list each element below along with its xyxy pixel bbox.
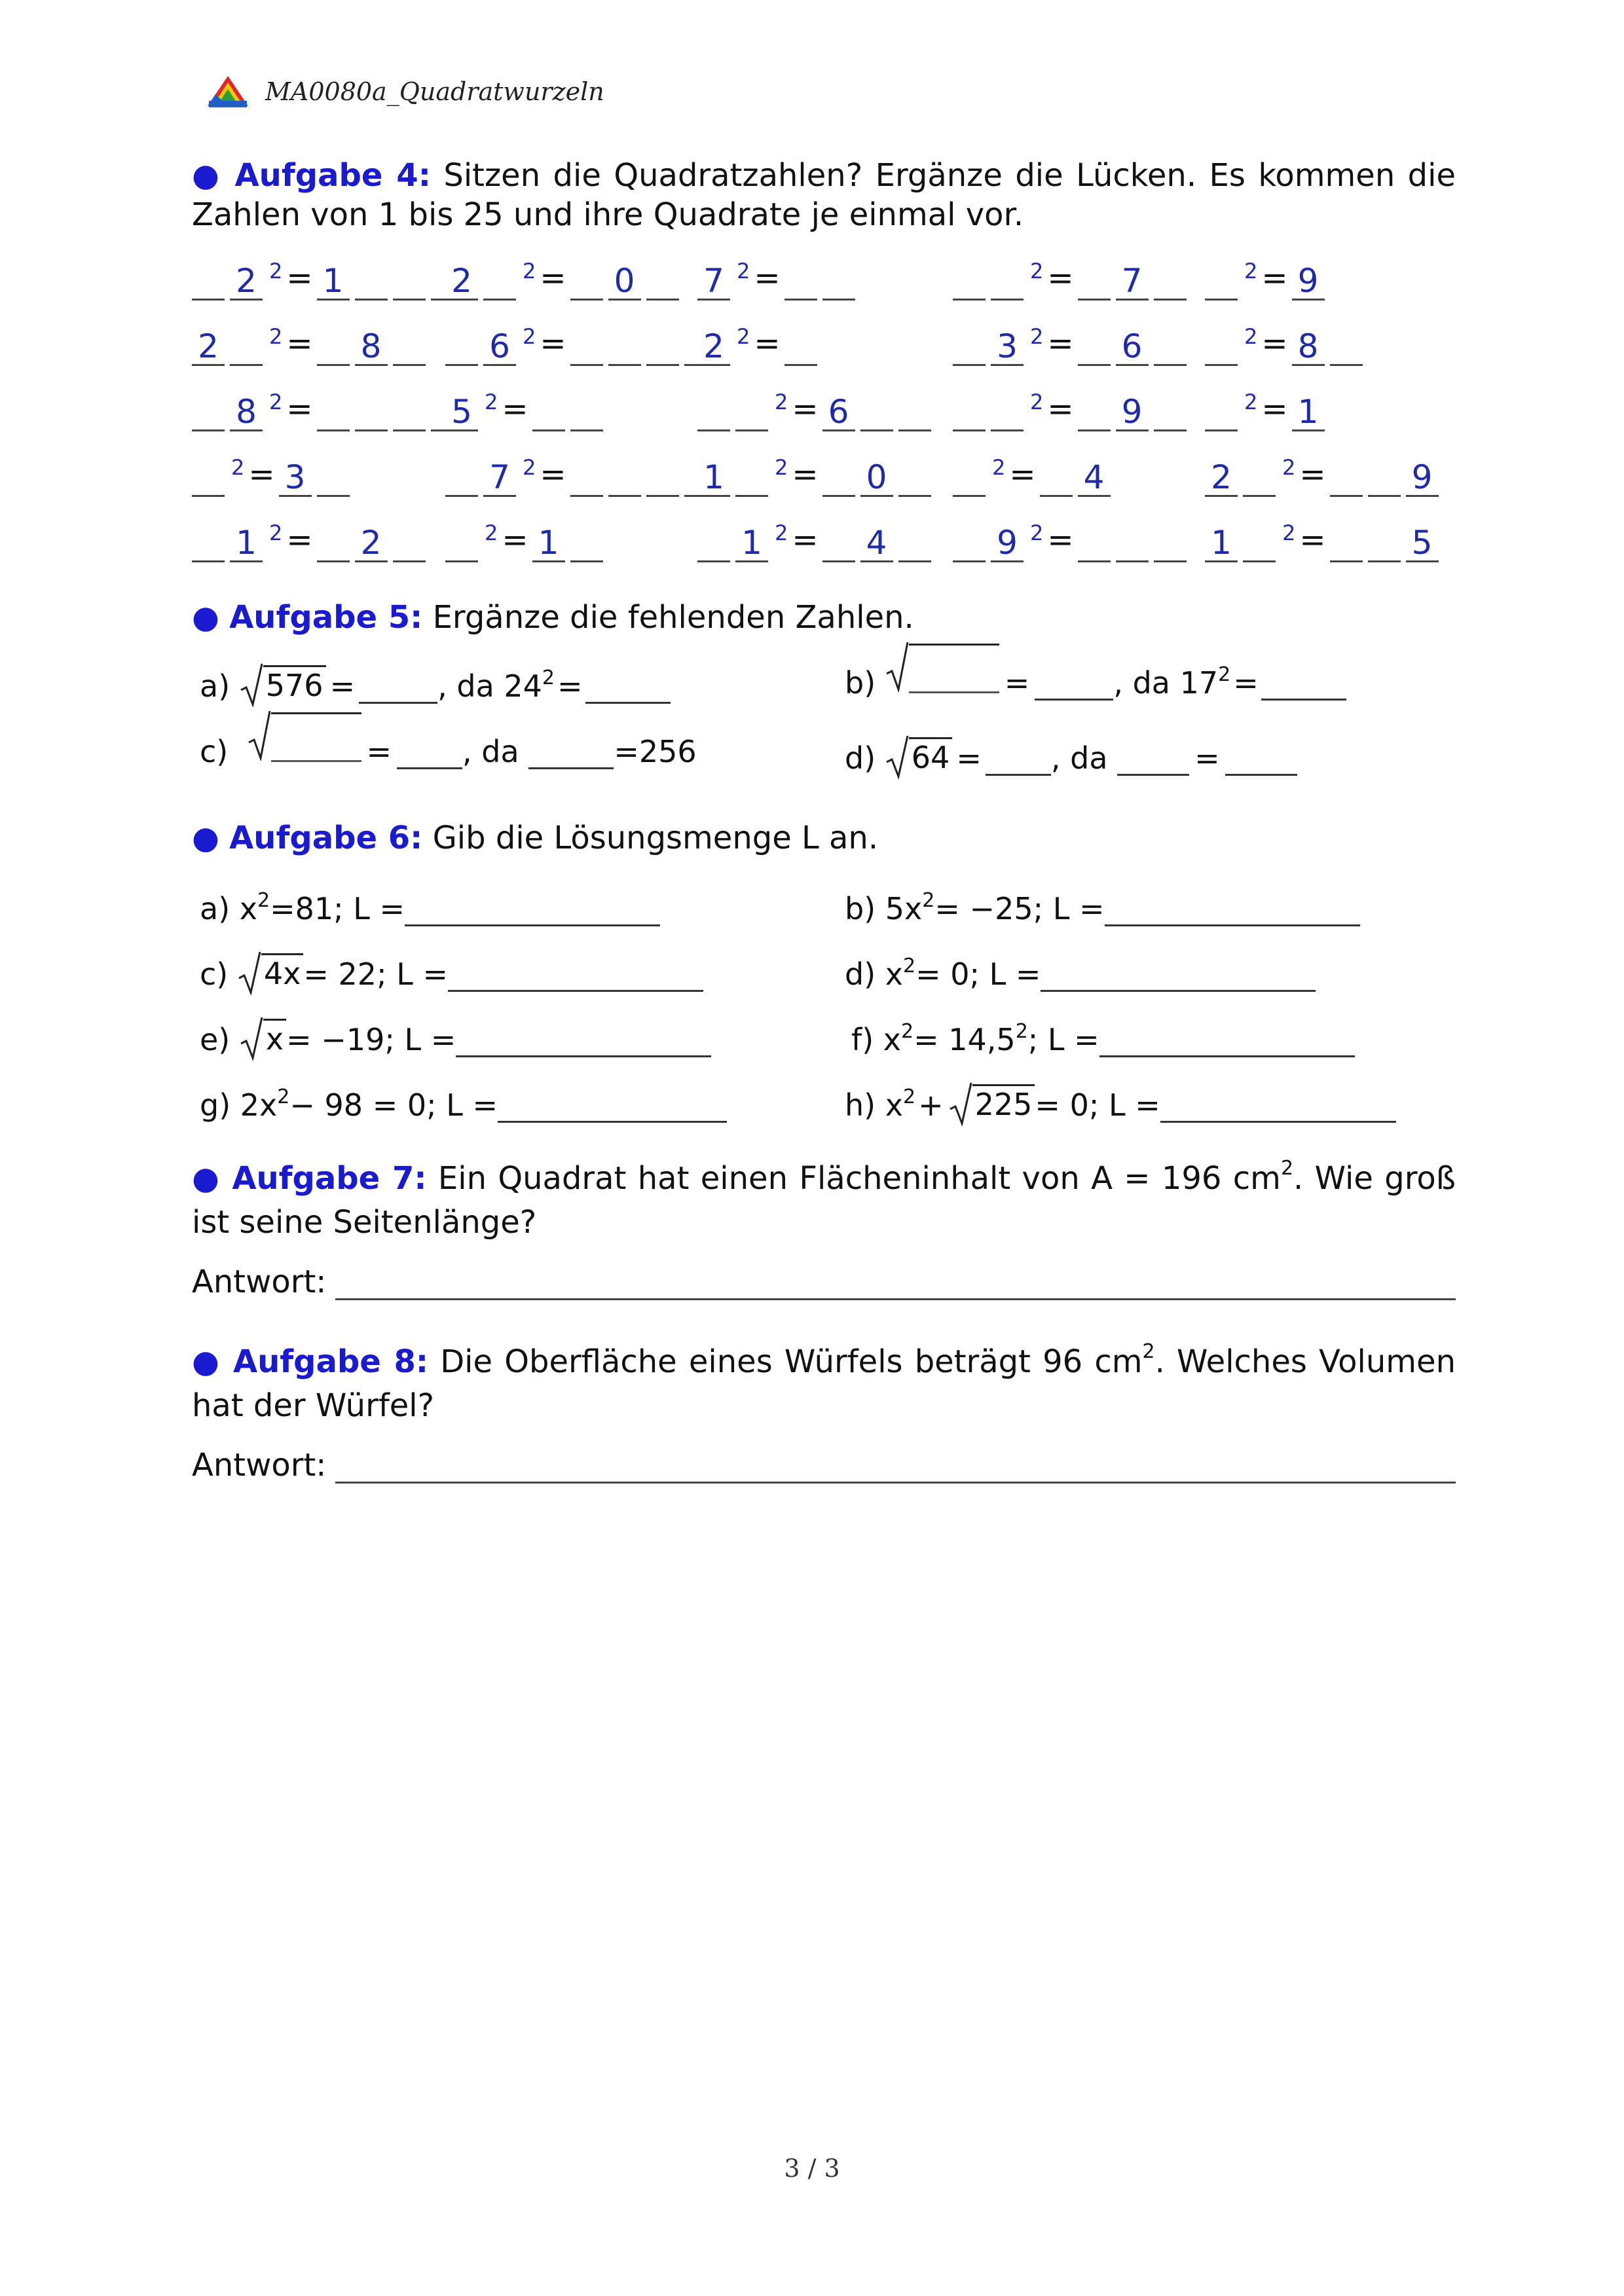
answer-blank[interactable] — [456, 1023, 711, 1057]
digit-slot[interactable] — [953, 394, 986, 431]
digit-slot[interactable]: 1 — [1205, 525, 1238, 562]
answer-blank[interactable] — [986, 741, 1051, 776]
aufgabe8-label: Aufgabe 8: — [232, 1343, 429, 1380]
aufgabe8-answer — [192, 1447, 1456, 1484]
digit-slot[interactable] — [445, 329, 478, 366]
exponent: 2 — [1030, 324, 1044, 349]
digit-slot[interactable]: 6 — [822, 394, 855, 431]
square-exercise — [1205, 390, 1330, 431]
digit-slot[interactable] — [192, 460, 225, 497]
digit-slot[interactable] — [1154, 525, 1187, 562]
square-exercise — [697, 455, 936, 497]
digit-slot[interactable] — [953, 460, 986, 497]
aufgabe6-h: h) x 2 + 225 = 0; L = — [845, 1077, 1396, 1123]
exponent: 2 — [775, 390, 788, 414]
equals-sign: = — [540, 325, 566, 362]
aufgabe6-g: g) 2x 2 − 98 = 0; L = — [200, 1077, 727, 1123]
aufgabe7-answer — [192, 1264, 1456, 1300]
digit-slot[interactable]: 7 — [697, 263, 730, 301]
digit-slot[interactable] — [898, 525, 931, 562]
square-exercise — [697, 324, 822, 366]
digit-slot[interactable]: 2 — [355, 525, 388, 562]
exponent: 2 — [1030, 390, 1044, 414]
exponent: 2 — [269, 324, 283, 349]
digit-slot[interactable] — [1078, 263, 1111, 301]
digit-slot[interactable]: 2 — [230, 263, 263, 301]
digit-slot[interactable] — [646, 460, 679, 497]
aufgabe6-c: c) 4x = 22; L = — [200, 946, 703, 992]
aufgabe6-label: Aufgabe 6: — [229, 820, 423, 856]
square-exercise — [445, 259, 684, 301]
equals-sign: = — [502, 522, 528, 558]
digit-slot[interactable]: 1 — [697, 460, 730, 497]
equals-sign: = — [286, 325, 313, 362]
aufgabe6-f: f) x 2 = 14,5 2 ; L = — [851, 1011, 1355, 1057]
digit-slot[interactable] — [953, 329, 986, 366]
answer-label: Antwort: — [192, 1264, 327, 1300]
digit-slot[interactable]: 4 — [860, 525, 893, 562]
answer-blank[interactable] — [1035, 666, 1113, 701]
aufgabe6-e: e) x = −19; L = — [200, 1011, 711, 1057]
digit-slot[interactable] — [192, 263, 225, 301]
exponent: 2 — [775, 520, 788, 545]
digit-slot[interactable] — [1154, 394, 1187, 431]
equals-sign: = — [502, 391, 528, 428]
aufgabe5-text: Ergänze die fehlenden Zahlen. — [432, 599, 914, 636]
equals-sign: = — [1047, 391, 1074, 428]
aufgabe7-label: Aufgabe 7: — [232, 1160, 427, 1197]
sqrt-symbol — [885, 644, 999, 701]
digit-slot[interactable]: 8 — [355, 329, 388, 366]
exponent: 2 — [485, 390, 498, 414]
digit-slot[interactable] — [822, 525, 855, 562]
digit-slot[interactable] — [570, 263, 603, 301]
aufgabe7-heading: ● Aufgabe 7: Ein Quadrat hat einen Flächeninhalt von A = 196 $cm^2$. Wie groß ist seine Seitenlänge? — [192, 1157, 1456, 1241]
equals-sign: = — [540, 260, 566, 297]
exponent: 2 — [1282, 520, 1296, 545]
digit-slot[interactable] — [483, 263, 516, 301]
digit-slot[interactable] — [355, 263, 388, 301]
sqrt-symbol: x — [240, 1019, 286, 1057]
digit-slot[interactable] — [822, 263, 855, 301]
digit-slot[interactable]: 5 — [445, 394, 478, 431]
answer-blank[interactable] — [1041, 957, 1316, 992]
equals-sign: = — [754, 260, 781, 297]
answer-blank[interactable] — [528, 735, 614, 769]
exponent: 2 — [523, 455, 536, 480]
answer-blank[interactable] — [1160, 1088, 1396, 1123]
digit-slot[interactable] — [1154, 263, 1187, 301]
answer-blank[interactable] — [397, 735, 462, 769]
exponent: 2 — [523, 324, 536, 349]
square-exercise — [953, 455, 1116, 497]
exponent: 2 — [523, 259, 536, 283]
digit-slot[interactable]: 8 — [230, 394, 263, 431]
square-exercise — [953, 259, 1192, 301]
digit-slot[interactable] — [532, 394, 565, 431]
digit-slot[interactable] — [317, 329, 350, 366]
digit-slot[interactable] — [1243, 525, 1276, 562]
aufgabe5-a: a) 576 = , da 24 2 = — [200, 658, 671, 704]
page-number: 3 / 3 — [784, 2154, 840, 2183]
equals-sign: = — [540, 456, 566, 493]
answer-blank[interactable] — [1117, 741, 1189, 776]
digit-slot[interactable] — [192, 525, 225, 562]
document-title: MA0080a_Quadratwurzeln — [265, 77, 604, 106]
exponent: 2 — [269, 520, 283, 545]
digit-slot[interactable] — [697, 394, 730, 431]
equals-sign: = — [286, 391, 313, 428]
digit-slot[interactable] — [445, 525, 478, 562]
equals-sign: = — [1261, 325, 1288, 362]
digit-slot[interactable] — [784, 329, 817, 366]
digit-slot[interactable] — [646, 329, 679, 366]
equals-sign: = — [286, 260, 313, 297]
digit-slot[interactable]: 9 — [991, 525, 1024, 562]
digit-slot[interactable] — [1243, 460, 1276, 497]
digit-slot[interactable] — [646, 263, 679, 301]
square-exercise — [445, 520, 608, 562]
digit-slot[interactable] — [860, 394, 893, 431]
digit-slot[interactable] — [317, 394, 350, 431]
aufgabe5-label: Aufgabe 5: — [229, 599, 423, 636]
digit-slot[interactable] — [1205, 263, 1238, 301]
digit-slot[interactable]: 3 — [991, 329, 1024, 366]
digit-slot[interactable] — [1154, 329, 1187, 366]
exponent: 2 — [775, 455, 788, 480]
aufgabe6-d: d) x 2 = 0; L = — [845, 946, 1316, 992]
answer-blank[interactable] — [585, 669, 671, 704]
digit-slot[interactable] — [1368, 460, 1401, 497]
square-exercise — [1205, 324, 1368, 366]
square-exercise — [445, 390, 608, 431]
digit-slot[interactable] — [1040, 460, 1073, 497]
digit-slot[interactable]: 6 — [1116, 329, 1149, 366]
exponent: 2 — [1244, 259, 1258, 283]
digit-slot[interactable]: 1 — [317, 263, 350, 301]
answer-blank[interactable] — [909, 644, 999, 693]
digit-slot[interactable] — [608, 329, 641, 366]
square-exercise — [697, 390, 936, 431]
equals-sign: = — [1299, 522, 1326, 558]
exponent: 2 — [1030, 520, 1044, 545]
digit-slot[interactable] — [393, 525, 426, 562]
exponent: 2 — [1282, 455, 1296, 480]
exponent: 2 — [231, 455, 245, 480]
equals-sign: = — [286, 522, 313, 558]
digit-slot[interactable]: 1 — [735, 525, 768, 562]
aufgabe6-a: a) x 2 =81; L = — [200, 881, 660, 926]
exponent: 2 — [269, 390, 283, 414]
square-exercise — [1205, 259, 1330, 301]
digit-slot[interactable]: 2 — [697, 329, 730, 366]
digit-slot[interactable]: 2 — [1205, 460, 1238, 497]
equals-sign: = — [1261, 391, 1288, 428]
digit-slot[interactable] — [898, 394, 931, 431]
digit-slot[interactable]: 1 — [1292, 394, 1325, 431]
digit-slot[interactable]: 7 — [483, 460, 516, 497]
exponent: 2 — [485, 520, 498, 545]
digit-slot[interactable] — [393, 329, 426, 366]
aufgabe5-d: d) 64 = , da = — [845, 730, 1297, 776]
answer-blank[interactable] — [359, 669, 437, 704]
digit-slot[interactable]: 9 — [1292, 263, 1325, 301]
equals-sign: = — [792, 522, 819, 558]
digit-slot[interactable] — [570, 394, 603, 431]
digit-slot[interactable] — [1330, 525, 1363, 562]
square-exercise — [1205, 520, 1444, 562]
aufgabe5-b: b) = , da 17 2 = — [845, 655, 1346, 701]
bullet: ● — [192, 157, 223, 194]
sqrt-symbol — [248, 712, 361, 769]
digit-slot[interactable] — [735, 460, 768, 497]
digit-slot[interactable] — [1078, 394, 1111, 431]
digit-slot[interactable]: 0 — [608, 263, 641, 301]
equals-sign: = — [1299, 456, 1326, 493]
square-exercise — [1205, 455, 1444, 497]
logo-icon — [206, 75, 249, 109]
digit-slot[interactable] — [1078, 329, 1111, 366]
digit-slot[interactable] — [570, 525, 603, 562]
equals-sign: = — [754, 325, 781, 362]
sqrt-symbol: 225 — [949, 1084, 1035, 1123]
equals-sign: = — [1009, 456, 1036, 493]
square-exercise — [192, 390, 469, 431]
digit-slot[interactable] — [570, 460, 603, 497]
digit-slot[interactable] — [991, 394, 1024, 431]
exponent: 2 — [737, 259, 750, 283]
digit-slot[interactable]: 2 — [192, 329, 225, 366]
digit-slot[interactable]: 6 — [483, 329, 516, 366]
answer-blank[interactable] — [1105, 892, 1360, 926]
square-exercise — [953, 324, 1192, 366]
digit-slot[interactable] — [1116, 525, 1149, 562]
digit-slot[interactable] — [991, 263, 1024, 301]
digit-slot[interactable] — [317, 525, 350, 562]
answer-label: Antwort: — [192, 1447, 327, 1484]
equals-sign: = — [792, 456, 819, 493]
equals-sign: = — [792, 391, 819, 428]
digit-slot[interactable]: 0 — [860, 460, 893, 497]
answer-line[interactable] — [335, 1266, 1456, 1300]
digit-slot[interactable] — [445, 460, 478, 497]
answer-blank[interactable] — [498, 1088, 727, 1123]
digit-slot[interactable] — [393, 263, 426, 301]
digit-slot[interactable] — [355, 394, 388, 431]
aufgabe6-b: b) 5x 2 = −25; L = — [845, 881, 1360, 926]
aufgabe4-text: Sitzen die Quadratzahlen? Ergänze die Lücken. Es kommen die Zahlen von 1 bis 25 und ihre Quadrate je einmal vor. — [192, 157, 1456, 233]
digit-slot[interactable]: 3 — [279, 460, 312, 497]
answer-blank[interactable] — [448, 957, 703, 992]
digit-slot[interactable] — [192, 394, 225, 431]
equals-sign: = — [1047, 522, 1074, 558]
exponent: 2 — [992, 455, 1006, 480]
sqrt-symbol: 576 — [240, 665, 326, 704]
aufgabe5-c: c) = , da =256 — [200, 723, 697, 769]
square-exercise — [697, 520, 936, 562]
aufgabe4-label: Aufgabe 4: — [234, 157, 431, 194]
square-exercise — [953, 520, 1192, 562]
answer-blank[interactable] — [1225, 741, 1297, 776]
digit-slot[interactable]: 7 — [1116, 263, 1149, 301]
exponent: 2 — [269, 259, 283, 283]
digit-slot[interactable]: 8 — [1292, 329, 1325, 366]
aufgabe6-text: Gib die Lösungsmenge L an. — [432, 820, 879, 856]
digit-slot[interactable]: 9 — [1116, 394, 1149, 431]
sqrt-symbol: 4x — [238, 953, 304, 992]
page-header — [206, 72, 604, 111]
digit-slot[interactable]: 2 — [445, 263, 478, 301]
equals-sign: = — [1047, 260, 1074, 297]
digit-slot[interactable] — [1205, 329, 1238, 366]
digit-slot[interactable]: 1 — [230, 525, 263, 562]
equals-sign: = — [248, 456, 275, 493]
square-exercise — [445, 455, 722, 497]
aufgabe4-heading — [192, 156, 1456, 234]
aufgabe6-heading: ● Aufgabe 6: Gib die Lösungsmenge L an. — [192, 820, 879, 856]
digit-slot[interactable] — [608, 460, 641, 497]
digit-slot[interactable] — [570, 329, 603, 366]
answer-blank[interactable] — [1261, 666, 1346, 701]
digit-slot[interactable]: 1 — [532, 525, 565, 562]
digit-slot[interactable] — [230, 329, 263, 366]
equals-sign: = — [1047, 325, 1074, 362]
digit-slot[interactable] — [393, 394, 426, 431]
digit-slot[interactable] — [953, 525, 986, 562]
digit-slot[interactable] — [822, 460, 855, 497]
square-exercise — [192, 259, 469, 301]
equals-sign: = — [1261, 260, 1288, 297]
digit-slot[interactable]: 5 — [1406, 525, 1439, 562]
square-exercise — [192, 455, 355, 497]
digit-slot[interactable] — [697, 525, 730, 562]
digit-slot[interactable] — [953, 263, 986, 301]
digit-slot[interactable] — [317, 460, 350, 497]
exponent: 2 — [1244, 390, 1258, 414]
square-exercise — [445, 324, 722, 366]
digit-slot[interactable] — [1368, 525, 1401, 562]
exponent: 2 — [737, 324, 750, 349]
aufgabe5-heading: ● Aufgabe 5: Ergänze die fehlenden Zahlen. — [192, 599, 914, 636]
answer-blank[interactable] — [1099, 1023, 1355, 1057]
answer-blank[interactable] — [405, 892, 660, 926]
exponent: 2 — [1244, 324, 1258, 349]
answer-line[interactable] — [335, 1449, 1456, 1484]
exponent: 2 — [1030, 259, 1044, 283]
square-exercise — [953, 390, 1192, 431]
digit-slot[interactable]: 9 — [1406, 460, 1439, 497]
aufgabe8-heading: ● Aufgabe 8: Die Oberfläche eines Würfels beträgt 96 $cm^2$. Welches Volumen hat der Würfel? — [192, 1340, 1456, 1424]
digit-slot[interactable] — [1078, 525, 1111, 562]
digit-slot[interactable] — [1330, 329, 1363, 366]
digit-slot[interactable] — [1330, 460, 1363, 497]
digit-slot[interactable]: 4 — [1078, 460, 1111, 497]
answer-blank[interactable] — [271, 712, 361, 762]
square-exercise — [192, 520, 431, 562]
digit-slot[interactable] — [784, 263, 817, 301]
sqrt-symbol: 64 — [885, 737, 953, 776]
square-exercise — [697, 259, 860, 301]
digit-slot[interactable] — [898, 460, 931, 497]
digit-slot[interactable] — [735, 394, 768, 431]
digit-slot[interactable] — [1205, 394, 1238, 431]
square-exercise — [192, 324, 431, 366]
